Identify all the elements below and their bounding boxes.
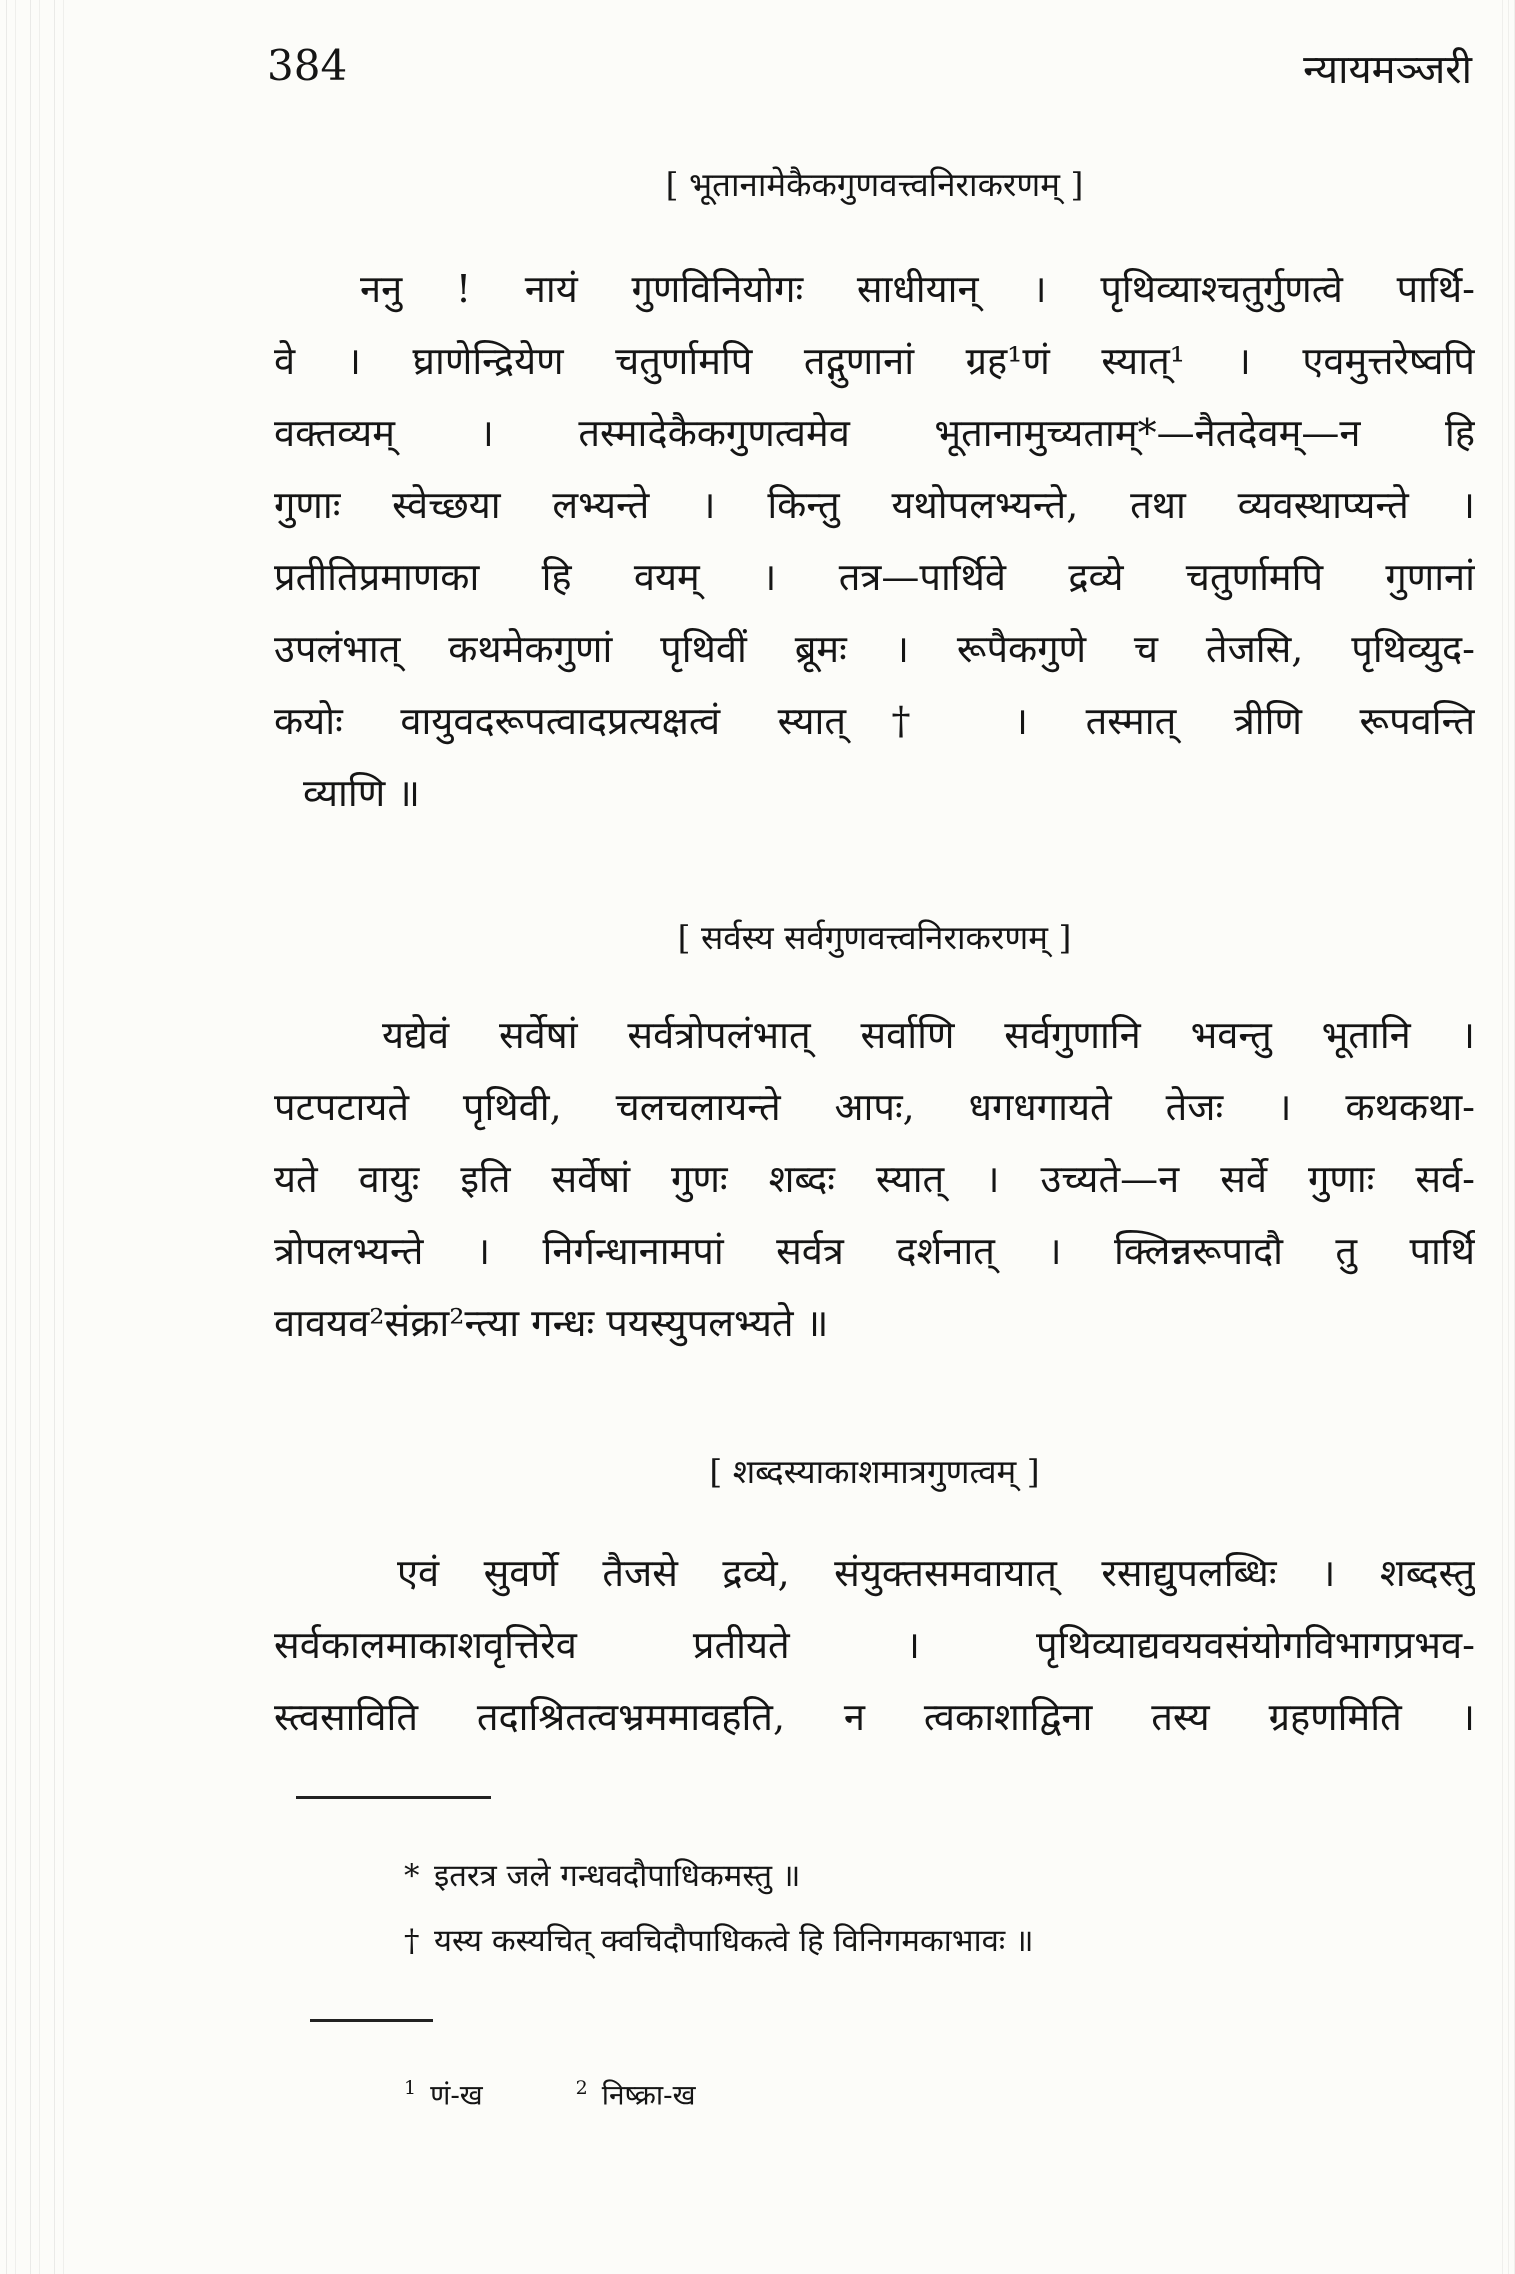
scan-edge-artifact <box>0 0 72 2274</box>
footnote-text: इतरत्र जले गन्धवदौपाधिकमस्तु ॥ <box>434 1858 801 1894</box>
footnote <box>404 1848 1404 1904</box>
footnote-text: यस्य कस्यचित् क्वचिदौपाधिकत्वे हि विनिगमकाभावः ॥ <box>434 1923 1034 1959</box>
variant-mark: 2 <box>575 2077 588 2099</box>
text-line: वक्तव्यम् । तस्मादेकैकगुणत्वमेव भूतानामुच्यताम्*—नैतदेवम्—न हि <box>274 411 1475 455</box>
text-line: सर्वकालमाकाशवृत्तिरेव प्रतीयते । पृथिव्याद्यवयवसंयोगविभागप्रभव- <box>274 1623 1475 1667</box>
footnote-mark: * <box>404 1858 420 1894</box>
variant-reading <box>404 2060 483 2116</box>
variant-reading <box>576 2060 696 2116</box>
section-heading: [ सर्वस्य सर्वगुणवत्त्वनिराकरणम् ] <box>677 918 1072 957</box>
text-line: स्त्वसाविति तदाश्रितत्वभ्रममावहति, न त्वकाशाद्विना तस्य ग्रहणमिति । <box>274 1695 1475 1739</box>
footnote-rule <box>296 1796 491 1799</box>
footnote <box>404 1913 1404 1969</box>
text-line: ननु ! नायं गुणविनियोगः साधीयान् । पृथिव्याश्चतुर्गुणत्वे पार्थि- <box>360 267 1475 311</box>
variant-rule <box>310 2019 433 2022</box>
text-line: कयोः वायुवदरूपत्वादप्रत्यक्षत्वं स्यात्† । तस्मात् त्रीणि रूपवन्ति <box>274 699 1475 743</box>
variant-mark: 1 <box>404 2077 417 2099</box>
text-line: यद्येवं सर्वेषां सर्वत्रोपलंभात् सर्वाणि सर्वगुणानि भवन्तु भूतानि । <box>382 1013 1475 1057</box>
text-line: उपलंभात् कथमेकगुणां पृथिवीं ब्रूमः । रूपैकगुणे च तेजसि, पृथिव्युद- <box>274 627 1475 671</box>
text-line: पटपटायते पृथिवी, चलचलायन्ते आपः, धगधगायते तेजः । कथकथा- <box>274 1085 1475 1129</box>
text-line: त्रोपलभ्यन्ते । निर्गन्धानामपां सर्वत्र दर्शनात् । क्लिन्नरूपादौ तु पार्थि <box>274 1229 1475 1273</box>
section-heading: [ भूतानामेकैकगुणवत्त्वनिराकरणम् ] <box>665 165 1084 204</box>
page-number: 384 <box>267 41 348 90</box>
text-line: एवं सुवर्णे तैजसे द्रव्ये, संयुक्तसमवायात् रसाद्युपलब्धिः । शब्दस्तु <box>397 1551 1475 1595</box>
variant-text: निष्क्रा-ख <box>601 2078 696 2112</box>
text-line: यते वायुः इति सर्वेषां गुणः शब्दः स्यात् । उच्यते—न सर्वे गुणाः सर्व- <box>274 1157 1475 1201</box>
text-line: गुणाः स्वेच्छया लभ्यन्ते । किन्तु यथोपलभ्यन्ते, तथा व्यवस्थाप्यन्ते । <box>274 483 1475 527</box>
text-line: प्रतीतिप्रमाणका हि वयम् । तत्र—पार्थिवे द्रव्ये चतुर्णामपि गुणानां <box>274 555 1475 599</box>
footnote-mark: † <box>404 1923 420 1959</box>
text-line: वावयव²संक्रा²न्त्या गन्धः पयस्युपलभ्यते ॥ <box>274 1301 829 1345</box>
text-line: वे । घ्राणेन्द्रियेण चतुर्णामपि तद्गुणानां ग्रह¹णं स्यात्¹ । एवमुत्तरेष्वपि <box>274 339 1475 383</box>
scan-edge-artifact-right <box>1497 0 1515 2274</box>
section-heading: [ शब्दस्याकाशमात्रगुणत्वम् ] <box>709 1452 1040 1491</box>
running-title: न्यायमञ्जरी <box>1303 47 1472 93</box>
text-line: व्याणि ॥ <box>303 771 421 815</box>
variant-readings <box>404 2060 1304 2116</box>
variant-text: णं-ख <box>430 2078 483 2112</box>
